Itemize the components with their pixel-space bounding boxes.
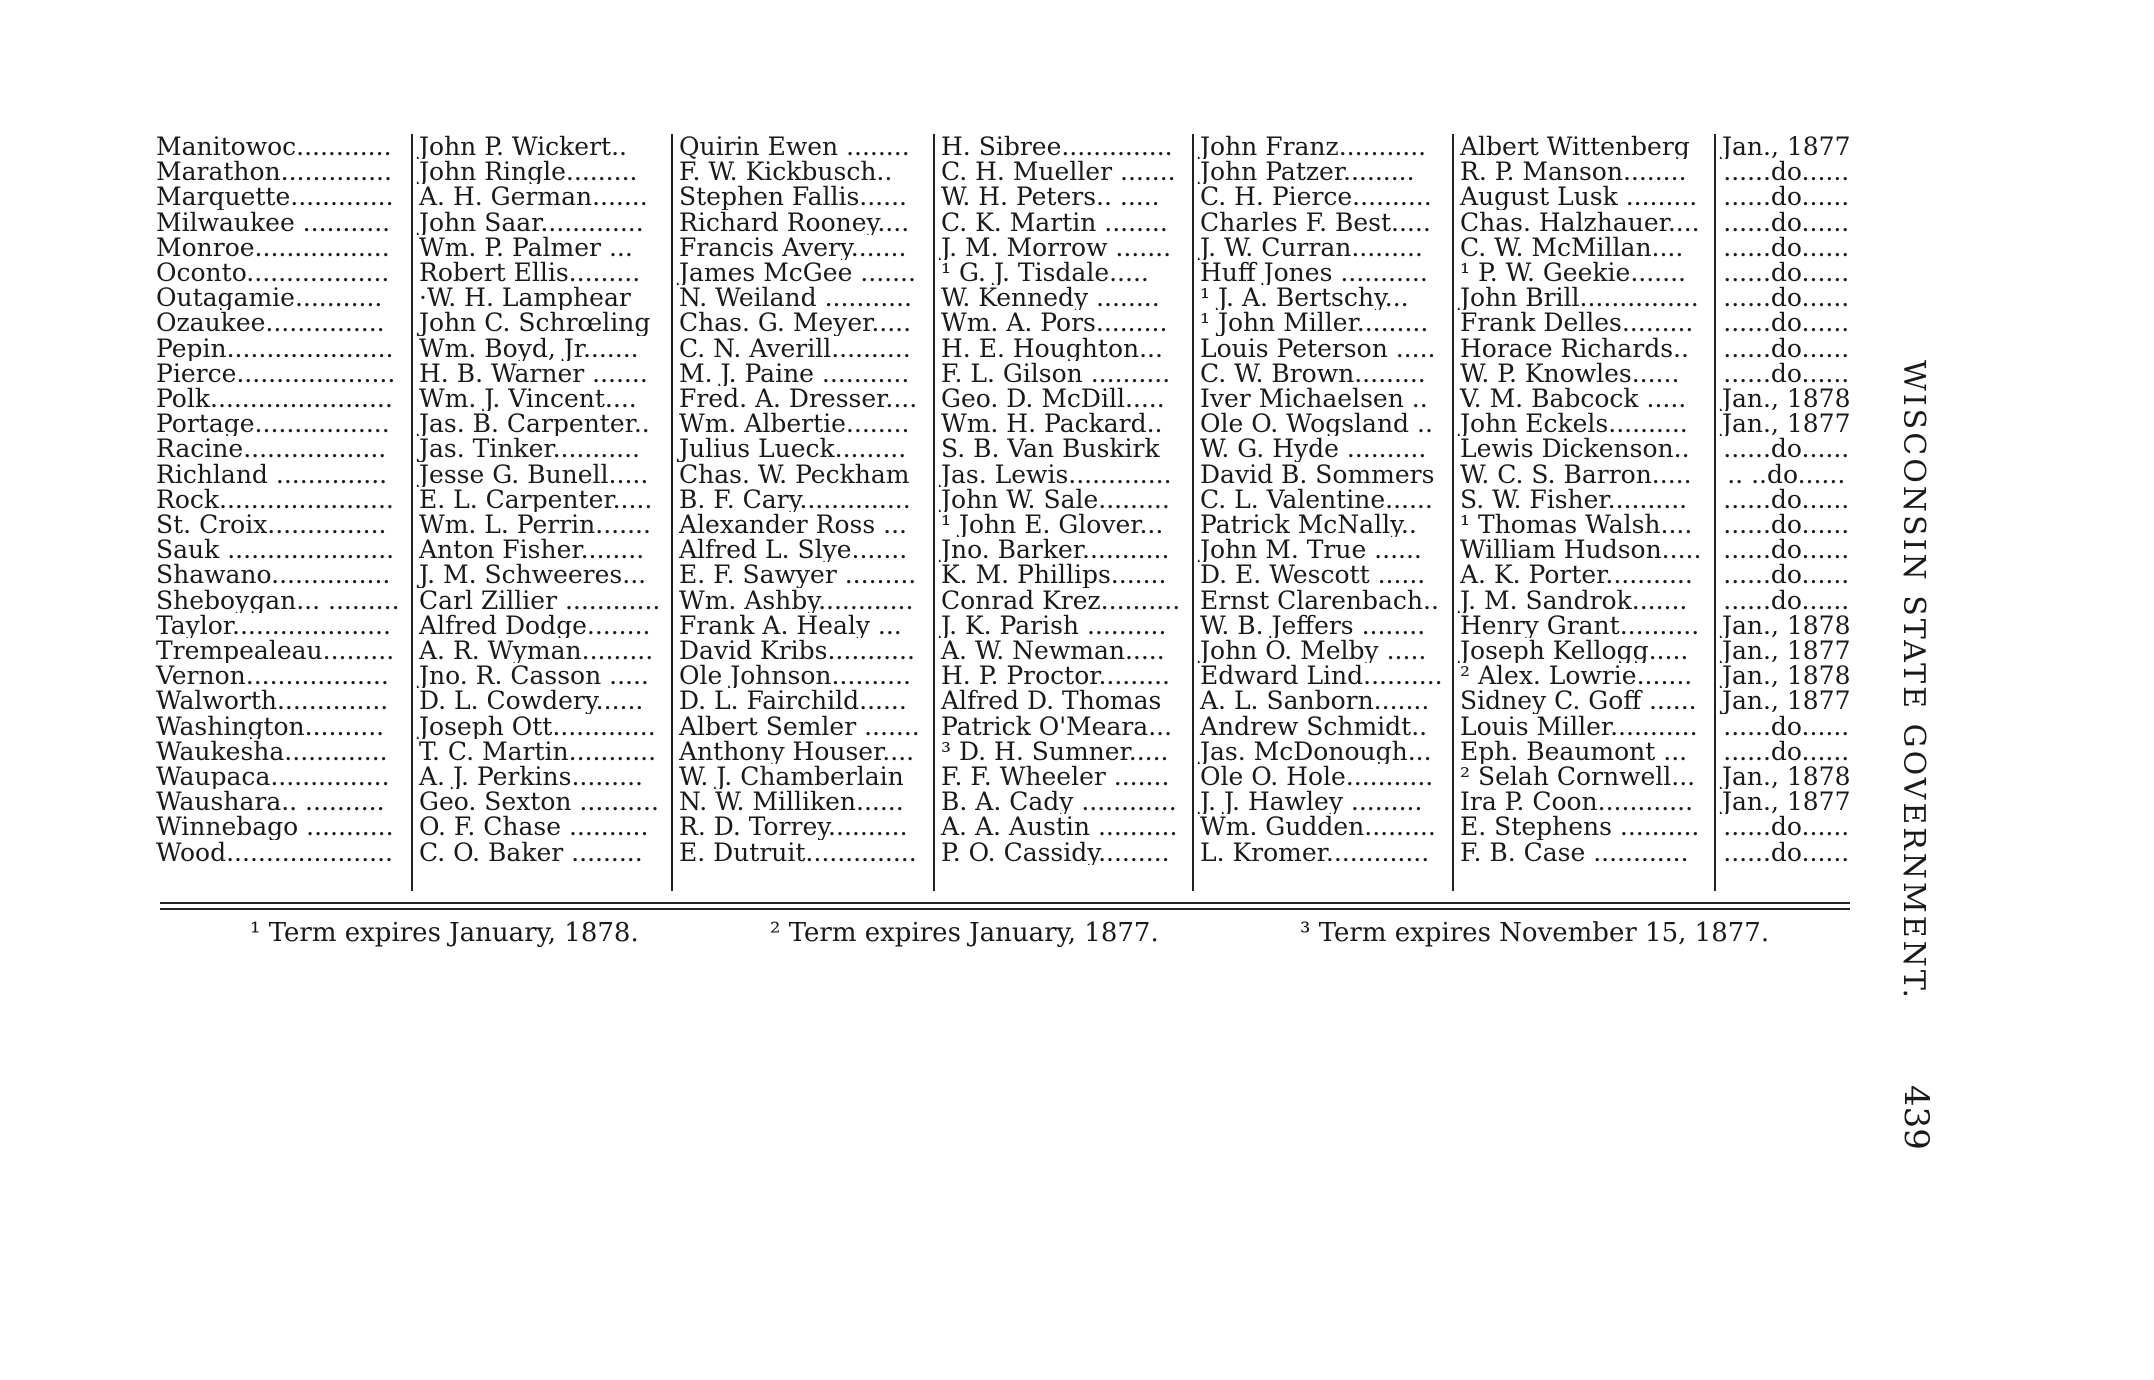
- cell-col-2: John C. Schrœling: [412, 310, 672, 335]
- cell-term: ......do......: [1715, 159, 1855, 184]
- cell-col-2: A. R. Wyman.........: [412, 638, 672, 663]
- cell-col-2: Alfred Dodge........: [412, 613, 672, 638]
- cell-col-4: S. B. Van Buskirk: [934, 436, 1193, 461]
- cell-term: ......do......: [1715, 537, 1855, 562]
- cell-col-5: John Patzer.........: [1193, 159, 1453, 184]
- cell-col-3: C. N. Averill..........: [672, 336, 934, 361]
- cell-col-2: John Saar.............: [412, 210, 672, 235]
- cell-term: Jan., 1877: [1715, 789, 1855, 814]
- cell-col-5: John Franz...........: [1193, 134, 1453, 159]
- cell-col-2: C. O. Baker .........: [412, 840, 672, 865]
- cell-col-6: C. W. McMillan....: [1453, 235, 1715, 260]
- table-row: [150, 537, 1855, 562]
- cell-county: Racine..................: [156, 436, 387, 462]
- cell-county: Marquette.............: [156, 184, 394, 210]
- cell-col-6: Louis Miller...........: [1453, 714, 1715, 739]
- cell-col-4: A. W. Newman.....: [934, 638, 1193, 663]
- cell-col-3: E. F. Sawyer .........: [672, 562, 934, 587]
- footnote-2: ² Term expires January, 1877.: [770, 918, 1159, 948]
- table-row: [150, 663, 1855, 688]
- table-row: [150, 386, 1855, 411]
- cell-county: Sheboygan... .........: [156, 587, 400, 613]
- cell-col-4: W. Kennedy ........: [934, 285, 1193, 310]
- table-row: [150, 361, 1855, 386]
- cell-col-5: W. B. Jeffers ........: [1193, 613, 1453, 638]
- table-row: [150, 688, 1855, 713]
- cell-col-5: Patrick McNally..: [1193, 512, 1453, 537]
- cell-county: Shawano...............: [156, 562, 391, 588]
- cell-county: Sauk .....................: [156, 537, 395, 563]
- cell-col-3: David Kribs...........: [672, 638, 934, 663]
- cell-col-2: John P. Wickert..: [412, 134, 672, 159]
- cell-col-3: Ole Johnson..........: [672, 663, 934, 688]
- spacer-cell: [1715, 865, 1855, 891]
- cell-term: ......do......: [1715, 361, 1855, 386]
- cell-col-4: F. L. Gilson ..........: [934, 361, 1193, 386]
- cell-term: Jan., 1877: [1715, 134, 1855, 159]
- cell-term: Jan., 1877: [1715, 638, 1855, 663]
- table-row: [150, 840, 1855, 865]
- cell-col-5: ¹ John Miller.........: [1193, 310, 1453, 335]
- table-row: [150, 613, 1855, 638]
- cell-term: ......do......: [1715, 336, 1855, 361]
- table-body: [150, 134, 1855, 891]
- table-row: [150, 714, 1855, 739]
- table-row: [150, 310, 1855, 335]
- cell-term: ......do......: [1715, 714, 1855, 739]
- cell-col-6: Chas. Halzhauer....: [1453, 210, 1715, 235]
- cell-col-3: M. J. Paine ...........: [672, 361, 934, 386]
- cell-col-2: Joseph Ott.............: [412, 714, 672, 739]
- cell-term: ......do......: [1715, 588, 1855, 613]
- cell-col-2: Jas. B. Carpenter..: [412, 411, 672, 436]
- cell-col-4: B. A. Cady ............: [934, 789, 1193, 814]
- cell-col-2: A. H. German.......: [412, 184, 672, 209]
- cell-col-4: P. O. Cassidy.........: [934, 840, 1193, 865]
- cell-county: Portage.................: [156, 411, 390, 437]
- table-row: [150, 588, 1855, 613]
- cell-col-5: C. W. Brown.........: [1193, 361, 1453, 386]
- cell-col-5: Ole O. Wogsland ..: [1193, 411, 1453, 436]
- cell-col-5: Louis Peterson .....: [1193, 336, 1453, 361]
- cell-col-3: Julius Lueck.........: [672, 436, 934, 461]
- cell-term: Jan., 1877: [1715, 411, 1855, 436]
- cell-col-5: David B. Sommers: [1193, 462, 1453, 487]
- cell-county: Washington..........: [156, 713, 385, 739]
- cell-term: ......do......: [1715, 310, 1855, 335]
- table-row: [150, 789, 1855, 814]
- cell-col-4: H. P. Proctor.........: [934, 663, 1193, 688]
- table-row: [150, 134, 1855, 159]
- cell-county: Ozaukee...............: [156, 310, 385, 336]
- cell-term: Jan., 1878: [1715, 663, 1855, 688]
- cell-col-3: Fred. A. Dresser....: [672, 386, 934, 411]
- cell-col-3: W. J. Chamberlain: [672, 764, 934, 789]
- table-row: [150, 739, 1855, 764]
- table-row: [150, 436, 1855, 461]
- cell-col-6: William Hudson.....: [1453, 537, 1715, 562]
- table-row: [150, 184, 1855, 209]
- cell-col-5: Andrew Schmidt..: [1193, 714, 1453, 739]
- cell-term: ......do......: [1715, 840, 1855, 865]
- table-spacer-row: [150, 865, 1855, 891]
- cell-county: Winnebago ...........: [156, 814, 394, 840]
- spacer-cell: [1193, 865, 1453, 891]
- county-officers-table: [150, 134, 1855, 891]
- cell-col-4: ³ D. H. Sumner.....: [934, 739, 1193, 764]
- cell-col-5: Edward Lind..........: [1193, 663, 1453, 688]
- cell-col-3: F. W. Kickbusch..: [672, 159, 934, 184]
- cell-col-6: Frank Delles.........: [1453, 310, 1715, 335]
- cell-col-4: Alfred D. Thomas: [934, 688, 1193, 713]
- cell-col-6: Albert Wittenberg: [1453, 134, 1715, 159]
- cell-term: ......do......: [1715, 512, 1855, 537]
- double-rule-top: [160, 902, 1850, 904]
- cell-col-2: Robert Ellis.........: [412, 260, 672, 285]
- cell-col-5: Huff Jones ...........: [1193, 260, 1453, 285]
- cell-county: Walworth..............: [156, 688, 389, 714]
- table-row: [150, 260, 1855, 285]
- table-row: [150, 210, 1855, 235]
- cell-col-4: ¹ G. J. Tisdale.....: [934, 260, 1193, 285]
- cell-col-4: H. Sibree..............: [934, 134, 1193, 159]
- cell-col-5: Ernst Clarenbach..: [1193, 588, 1453, 613]
- cell-col-2: Geo. Sexton ..........: [412, 789, 672, 814]
- cell-col-2: O. F. Chase ..........: [412, 814, 672, 839]
- cell-col-4: W. H. Peters.. .....: [934, 184, 1193, 209]
- cell-col-4: H. E. Houghton...: [934, 336, 1193, 361]
- cell-term: ......do......: [1715, 562, 1855, 587]
- cell-col-6: Henry Grant..........: [1453, 613, 1715, 638]
- table-row: [150, 411, 1855, 436]
- cell-col-6: A. K. Porter...........: [1453, 562, 1715, 587]
- cell-term: ......do......: [1715, 285, 1855, 310]
- cell-col-4: J. K. Parish ..........: [934, 613, 1193, 638]
- cell-col-6: John Eckels..........: [1453, 411, 1715, 436]
- cell-county: Milwaukee ...........: [156, 209, 391, 235]
- cell-col-6: W. P. Knowles......: [1453, 361, 1715, 386]
- cell-col-5: D. E. Wescott ......: [1193, 562, 1453, 587]
- cell-col-4: C. H. Mueller .......: [934, 159, 1193, 184]
- footnotes: [250, 918, 1800, 948]
- cell-col-6: Sidney C. Goff ......: [1453, 688, 1715, 713]
- cell-col-2: Wm. L. Perrin.......: [412, 512, 672, 537]
- cell-col-6: ¹ Thomas Walsh....: [1453, 512, 1715, 537]
- table-row: [150, 638, 1855, 663]
- cell-term: Jan., 1877: [1715, 688, 1855, 713]
- cell-col-4: Geo. D. McDill.....: [934, 386, 1193, 411]
- cell-col-4: F. F. Wheeler .......: [934, 764, 1193, 789]
- cell-col-4: Patrick O'Meara...: [934, 714, 1193, 739]
- spacer-cell: [412, 865, 672, 891]
- cell-term: .. ..do......: [1715, 462, 1855, 487]
- cell-col-6: ² Alex. Lowrie.......: [1453, 663, 1715, 688]
- cell-col-6: Horace Richards..: [1453, 336, 1715, 361]
- cell-term: ......do......: [1715, 210, 1855, 235]
- cell-col-2: ·W. H. Lamphear: [412, 285, 672, 310]
- cell-col-4: Conrad Krez..........: [934, 588, 1193, 613]
- cell-term: ......do......: [1715, 814, 1855, 839]
- cell-col-5: C. L. Valentine......: [1193, 487, 1453, 512]
- cell-col-2: Carl Zillier ............: [412, 588, 672, 613]
- cell-col-6: August Lusk .........: [1453, 184, 1715, 209]
- cell-col-4: Jno. Barker...........: [934, 537, 1193, 562]
- cell-col-3: Wm. Albertie........: [672, 411, 934, 436]
- cell-col-4: Wm. A. Pors.........: [934, 310, 1193, 335]
- double-rule-bottom: [160, 908, 1850, 910]
- cell-county: Outagamie...........: [156, 285, 383, 311]
- cell-col-5: John O. Melby .....: [1193, 638, 1453, 663]
- cell-col-5: Wm. Gudden.........: [1193, 814, 1453, 839]
- table-row: [150, 462, 1855, 487]
- cell-col-6: E. Stephens ..........: [1453, 814, 1715, 839]
- cell-col-3: E. Dutruit..............: [672, 840, 934, 865]
- spacer-cell: [1453, 865, 1715, 891]
- cell-col-6: Eph. Beaumont ...: [1453, 739, 1715, 764]
- cell-col-2: J. M. Schweeres...: [412, 562, 672, 587]
- cell-col-2: Jas. Tinker...........: [412, 436, 672, 461]
- cell-col-4: Jas. Lewis.............: [934, 462, 1193, 487]
- cell-county: Vernon..................: [156, 663, 389, 689]
- footnote-1: ¹ Term expires January, 1878.: [250, 918, 639, 948]
- cell-col-6: Lewis Dickenson..: [1453, 436, 1715, 461]
- cell-col-6: ¹ P. W. Geekie.......: [1453, 260, 1715, 285]
- cell-col-6: W. C. S. Barron.....: [1453, 462, 1715, 487]
- cell-col-5: Jas. McDonough...: [1193, 739, 1453, 764]
- cell-col-6: ² Selah Cornwell...: [1453, 764, 1715, 789]
- spacer-cell: [672, 865, 934, 891]
- cell-col-3: D. L. Fairchild......: [672, 688, 934, 713]
- cell-col-5: A. L. Sanborn.......: [1193, 688, 1453, 713]
- cell-term: Jan., 1878: [1715, 613, 1855, 638]
- cell-col-6: Ira P. Coon............: [1453, 789, 1715, 814]
- cell-col-2: E. L. Carpenter.....: [412, 487, 672, 512]
- spacer-cell: [934, 865, 1193, 891]
- spacer-cell: [150, 865, 412, 891]
- cell-col-2: T. C. Martin...........: [412, 739, 672, 764]
- cell-term: ......do......: [1715, 487, 1855, 512]
- cell-col-2: H. B. Warner .......: [412, 361, 672, 386]
- cell-col-4: Wm. H. Packard..: [934, 411, 1193, 436]
- cell-county: Oconto..................: [156, 260, 390, 286]
- cell-col-3: Stephen Fallis......: [672, 184, 934, 209]
- cell-col-4: ¹ John E. Glover...: [934, 512, 1193, 537]
- cell-col-4: J. M. Morrow .......: [934, 235, 1193, 260]
- cell-col-4: A. A. Austin ..........: [934, 814, 1193, 839]
- cell-county: Manitowoc............: [156, 134, 392, 160]
- cell-term: Jan., 1878: [1715, 386, 1855, 411]
- cell-col-3: Alexander Ross ...: [672, 512, 934, 537]
- cell-col-5: C. H. Pierce..........: [1193, 184, 1453, 209]
- cell-col-3: B. F. Cary..............: [672, 487, 934, 512]
- cell-col-5: ¹ J. A. Bertschy...: [1193, 285, 1453, 310]
- cell-col-2: Jno. R. Casson .....: [412, 663, 672, 688]
- cell-col-6: J. M. Sandrok.......: [1453, 588, 1715, 613]
- cell-col-5: J. W. Curran.........: [1193, 235, 1453, 260]
- cell-col-2: Wm. Boyd, Jr.......: [412, 336, 672, 361]
- cell-col-3: Wm. Ashby............: [672, 588, 934, 613]
- cell-county: Wood.....................: [156, 839, 393, 865]
- cell-col-4: John W. Sale.........: [934, 487, 1193, 512]
- cell-col-6: Joseph Kellogg.....: [1453, 638, 1715, 663]
- cell-county: Pepin.....................: [156, 335, 394, 361]
- table-row: [150, 764, 1855, 789]
- cell-county: Pierce....................: [156, 360, 396, 387]
- running-head: WISCONSIN STATE GOVERNMENT.: [1896, 360, 1931, 1002]
- table-row: [150, 814, 1855, 839]
- cell-col-2: Wm. P. Palmer ...: [412, 235, 672, 260]
- cell-col-5: W. G. Hyde ..........: [1193, 436, 1453, 461]
- cell-county: Waukesha.............: [156, 738, 388, 765]
- cell-col-3: R. D. Torrey..........: [672, 814, 934, 839]
- cell-col-3: Alfred L. Slye.......: [672, 537, 934, 562]
- cell-col-3: Anthony Houser....: [672, 739, 934, 764]
- cell-col-6: F. B. Case ............: [1453, 840, 1715, 865]
- cell-col-6: John Brill...............: [1453, 285, 1715, 310]
- footnote-3: ³ Term expires November 15, 1877.: [1300, 918, 1770, 948]
- cell-col-3: Francis Avery.......: [672, 235, 934, 260]
- cell-col-4: C. K. Martin ........: [934, 210, 1193, 235]
- cell-col-5: J. J. Hawley .........: [1193, 789, 1453, 814]
- cell-col-2: John Ringle.........: [412, 159, 672, 184]
- table-row: [150, 285, 1855, 310]
- cell-county: Trempealeau.........: [156, 638, 395, 664]
- cell-col-5: John M. True ......: [1193, 537, 1453, 562]
- cell-col-3: Frank A. Healy ...: [672, 613, 934, 638]
- cell-col-6: V. M. Babcock .....: [1453, 386, 1715, 411]
- table-row: [150, 235, 1855, 260]
- cell-col-3: N. W. Milliken......: [672, 789, 934, 814]
- table-row: [150, 512, 1855, 537]
- cell-col-2: A. J. Perkins.........: [412, 764, 672, 789]
- cell-county: Polk.......................: [156, 386, 393, 412]
- cell-col-5: L. Kromer.............: [1193, 840, 1453, 865]
- table-row: [150, 336, 1855, 361]
- cell-term: ......do......: [1715, 235, 1855, 260]
- cell-county: St. Croix...............: [156, 512, 387, 538]
- cell-col-5: Charles F. Best.....: [1193, 210, 1453, 235]
- cell-col-5: Ole O. Hole...........: [1193, 764, 1453, 789]
- cell-term: ......do......: [1715, 184, 1855, 209]
- cell-col-5: Iver Michaelsen ..: [1193, 386, 1453, 411]
- cell-county: Marathon..............: [156, 159, 392, 185]
- cell-col-3: Chas. G. Meyer.....: [672, 310, 934, 335]
- table-row: [150, 562, 1855, 587]
- cell-col-3: Quirin Ewen ........: [672, 134, 934, 159]
- cell-col-6: S. W. Fisher..........: [1453, 487, 1715, 512]
- cell-term: ......do......: [1715, 260, 1855, 285]
- cell-col-2: D. L. Cowdery......: [412, 688, 672, 713]
- cell-col-4: K. M. Phillips.......: [934, 562, 1193, 587]
- cell-term: ......do......: [1715, 436, 1855, 461]
- cell-term: Jan., 1878: [1715, 764, 1855, 789]
- page-number: 439: [1896, 1085, 1936, 1150]
- table-row: [150, 487, 1855, 512]
- cell-col-3: Albert Semler .......: [672, 714, 934, 739]
- cell-county: Waushara.. ..........: [156, 789, 385, 815]
- cell-county: Richland ..............: [156, 461, 388, 487]
- cell-col-2: Anton Fisher........: [412, 537, 672, 562]
- cell-term: ......do......: [1715, 739, 1855, 764]
- cell-county: Rock......................: [156, 486, 394, 513]
- cell-county: Taylor....................: [156, 612, 391, 639]
- cell-col-2: Wm. J. Vincent....: [412, 386, 672, 411]
- cell-col-2: Jesse G. Bunell.....: [412, 462, 672, 487]
- cell-col-3: N. Weiland ...........: [672, 285, 934, 310]
- cell-county: Monroe.................: [156, 234, 390, 261]
- cell-col-3: Richard Rooney....: [672, 210, 934, 235]
- table-row: [150, 159, 1855, 184]
- cell-col-3: James McGee .......: [672, 260, 934, 285]
- cell-col-6: R. P. Manson........: [1453, 159, 1715, 184]
- cell-county: Waupaca...............: [156, 764, 390, 790]
- cell-col-3: Chas. W. Peckham: [672, 462, 934, 487]
